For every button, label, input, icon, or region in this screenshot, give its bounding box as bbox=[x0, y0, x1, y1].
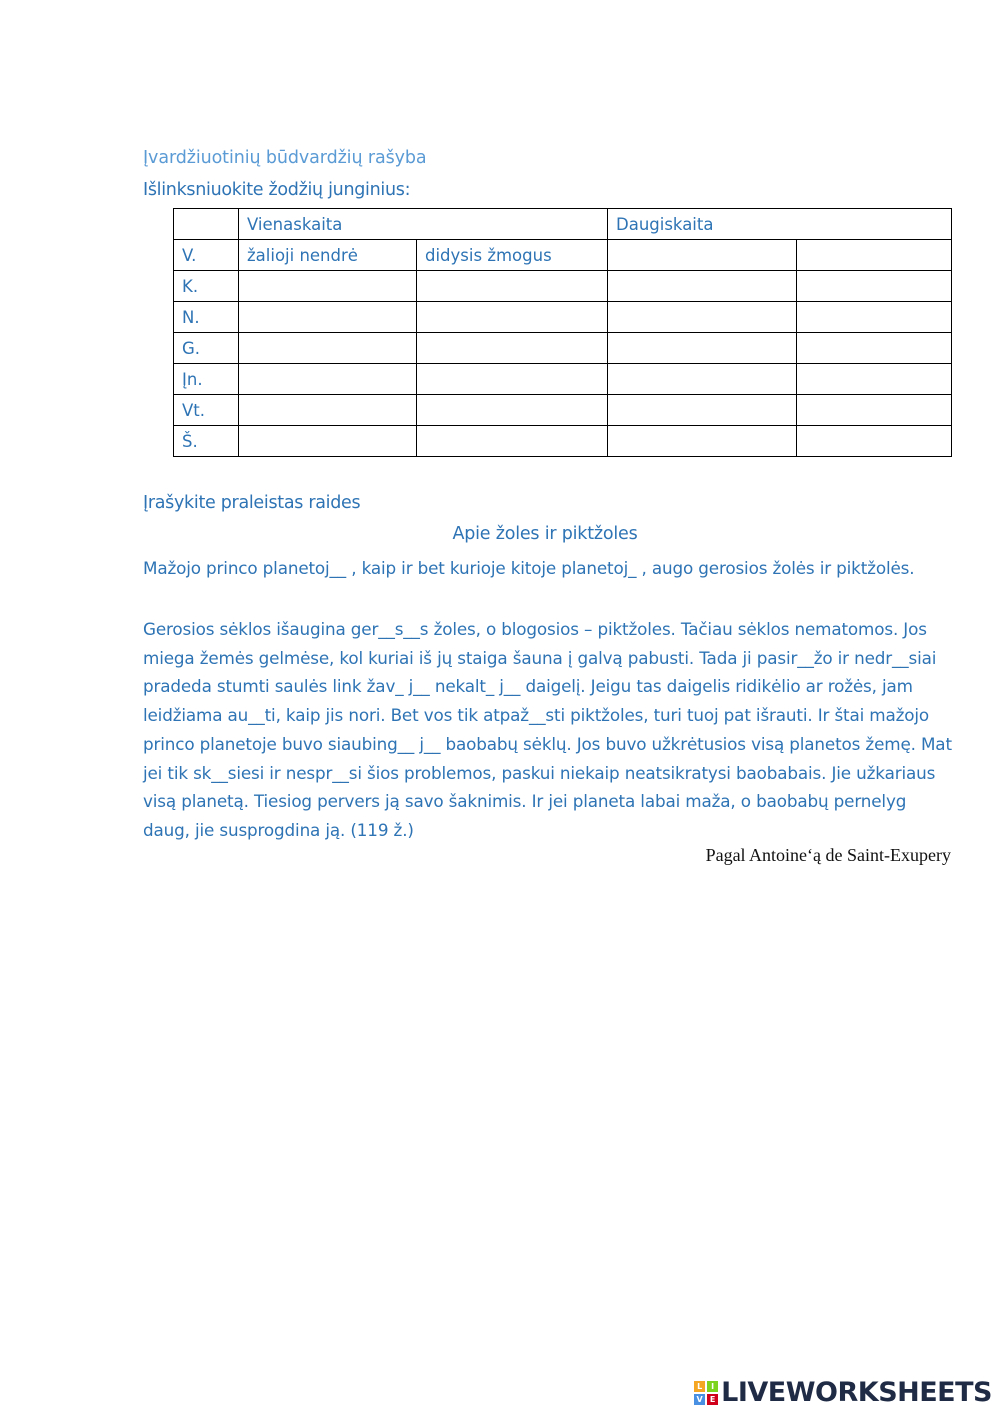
answer-cell[interactable] bbox=[797, 395, 952, 426]
singular-header: Vienaskaita bbox=[239, 209, 608, 240]
answer-cell[interactable] bbox=[608, 302, 797, 333]
answer-cell[interactable] bbox=[797, 271, 952, 302]
declension-table bbox=[173, 208, 952, 457]
brand-name: LIVEWORKSHEETS bbox=[721, 1377, 992, 1408]
case-label: Š. bbox=[174, 426, 239, 457]
answer-cell[interactable] bbox=[239, 333, 417, 364]
table-row bbox=[174, 302, 952, 333]
answer-cell[interactable] bbox=[608, 333, 797, 364]
answer-cell[interactable] bbox=[417, 333, 608, 364]
logo-tile: V bbox=[694, 1394, 705, 1405]
plural-header: Daugiskaita bbox=[608, 209, 952, 240]
story-paragraph-1: Mažojo princo planetoj__ , kaip ir bet kurioje kitoje planetoj_ , augo gerosios žolės ir piktžolės. bbox=[143, 558, 915, 578]
table-row bbox=[174, 364, 952, 395]
liveworksheets-brand bbox=[694, 1377, 992, 1408]
answer-cell[interactable] bbox=[239, 271, 417, 302]
answer-cell[interactable] bbox=[239, 395, 417, 426]
answer-cell[interactable] bbox=[239, 364, 417, 395]
case-label: V. bbox=[174, 240, 239, 271]
task1-heading: Išlinksniuokite žodžių junginius: bbox=[143, 180, 411, 200]
attribution: Pagal Antoine‘ą de Saint-Exupery bbox=[705, 845, 951, 865]
answer-cell[interactable] bbox=[608, 364, 797, 395]
answer-cell[interactable] bbox=[417, 426, 608, 457]
logo-tile: E bbox=[707, 1394, 718, 1405]
answer-cell[interactable] bbox=[608, 271, 797, 302]
table-row bbox=[174, 426, 952, 457]
case-label: G. bbox=[174, 333, 239, 364]
logo-tile: L bbox=[694, 1381, 705, 1392]
answer-cell[interactable] bbox=[797, 302, 952, 333]
answer-cell[interactable] bbox=[608, 426, 797, 457]
answer-cell[interactable] bbox=[797, 364, 952, 395]
story-title: Apie žoles ir piktžoles bbox=[452, 524, 638, 544]
answer-cell[interactable] bbox=[417, 395, 608, 426]
case-label: Įn. bbox=[174, 364, 239, 395]
table-row bbox=[174, 333, 952, 364]
table-corner-cell bbox=[174, 209, 239, 240]
answer-cell[interactable]: didysis žmogus bbox=[417, 240, 608, 271]
case-label: K. bbox=[174, 271, 239, 302]
answer-cell[interactable]: žalioji nendrė bbox=[239, 240, 417, 271]
answer-cell[interactable] bbox=[239, 302, 417, 333]
case-label: N. bbox=[174, 302, 239, 333]
table-row bbox=[174, 240, 952, 271]
answer-cell[interactable] bbox=[797, 426, 952, 457]
answer-cell[interactable] bbox=[797, 333, 952, 364]
answer-cell[interactable] bbox=[608, 395, 797, 426]
table-row bbox=[174, 395, 952, 426]
liveworksheets-logo-icon bbox=[694, 1381, 718, 1405]
answer-cell[interactable] bbox=[608, 240, 797, 271]
answer-cell[interactable] bbox=[417, 302, 608, 333]
answer-cell[interactable] bbox=[797, 240, 952, 271]
case-label: Vt. bbox=[174, 395, 239, 426]
answer-cell[interactable] bbox=[417, 364, 608, 395]
topic-heading: Įvardžiuotinių būdvardžių rašyba bbox=[143, 148, 427, 168]
answer-cell[interactable] bbox=[239, 426, 417, 457]
logo-tile: I bbox=[707, 1381, 718, 1392]
table-header-row bbox=[174, 209, 952, 240]
story-paragraph-2: Gerosios sėklos išaugina ger__s__s žoles, o blogosios – piktžoles. Tačiau sėklos nematomos. Jos miega žemės gelmėse, kol kuriai iš jų staiga šauna į galvą pabusti. Tada ji pasir__žo ir nedr__siai pradeda stumti saulės link žav_ j__ nekalt_ j__ daigelį. Jeigu tas daigelis ridikėlio ar rožės, jam leidžiama au__ti, kaip jis nori. Bet vos tik atpaž__sti piktžoles, turi tuoj pat išrauti. Ir štai mažojo princo planetoje buvo siaubing__ j__ baobabų sėklų. Jos buvo užkrėtusios visą planetos žemę. Mat jei tik sk__siesi ir nespr__si šios problemos, paskui niekaip neatsikratysi baobabais. Jie užkariaus visą planetą. Tiesiog pervers ją savo šaknimis. Ir jei planeta labai maža, o baobabų pernelyg daug, jie susprogdina ją. (119 ž.) bbox=[143, 619, 952, 840]
answer-cell[interactable] bbox=[417, 271, 608, 302]
task2-heading: Įrašykite praleistas raides bbox=[143, 493, 361, 513]
table-row bbox=[174, 271, 952, 302]
